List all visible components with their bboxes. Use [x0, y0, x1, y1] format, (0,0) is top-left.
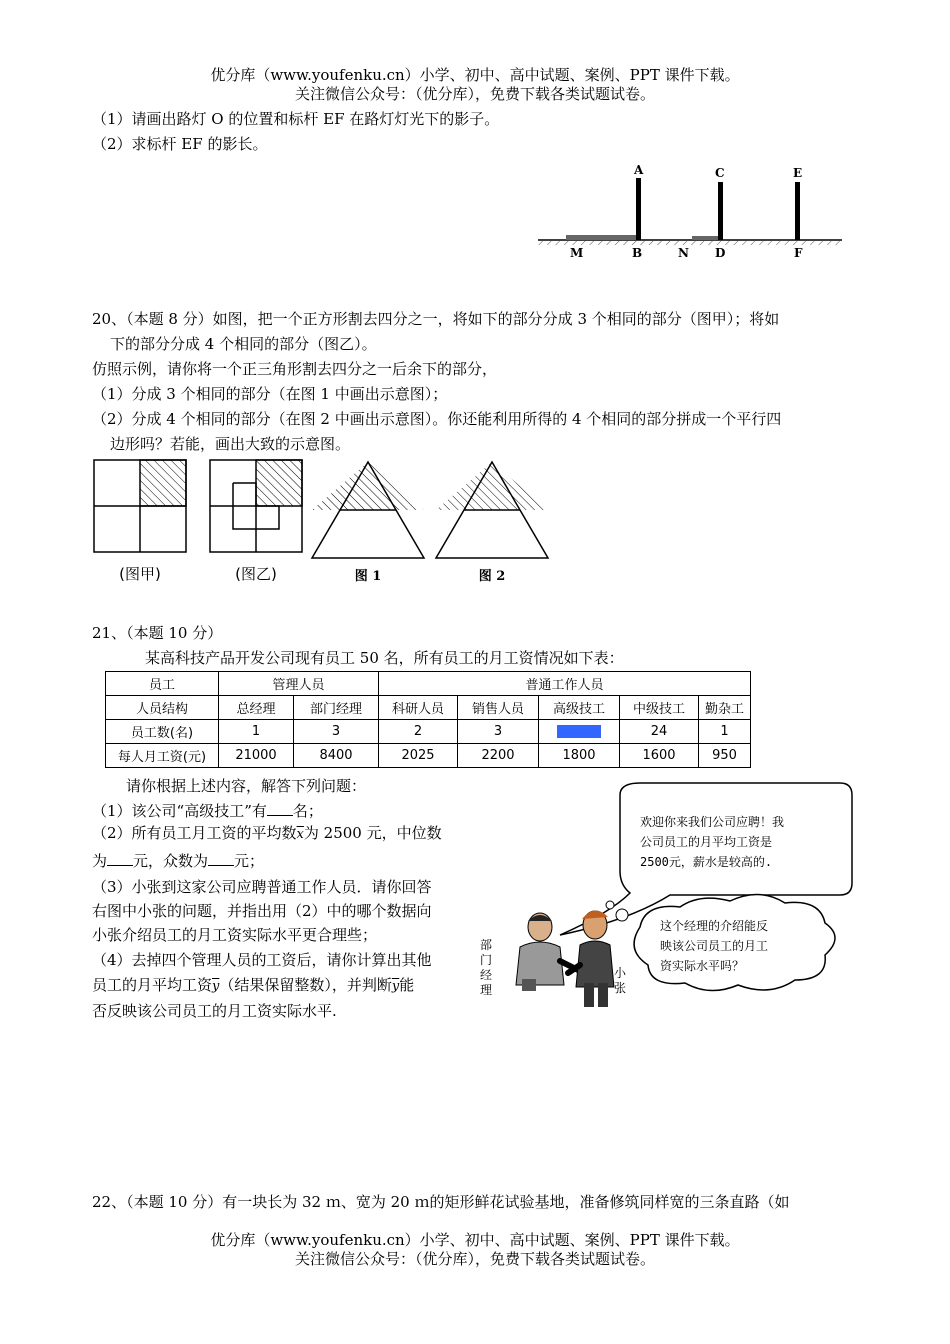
- table-cell: 普通工作人员: [379, 672, 751, 696]
- footer-line-1: 优分库（www.youfenku.cn）小学、初中、高中试题、案例、PPT 课件下载。: [210, 1231, 740, 1249]
- q21-intro: 某高科技产品开发公司现有员工 50 名，所有员工的月工资情况如下表：: [145, 649, 624, 667]
- ground-hatch: [538, 241, 842, 245]
- q21-q3-b: 右图中小张的问题，并指出用（2）中的哪个数据向: [92, 902, 432, 920]
- table-cell: 1: [699, 720, 751, 744]
- manager-figure: [516, 913, 580, 991]
- table-cell: 员工数(名): [106, 720, 219, 744]
- q21-ask: 请你根据上述内容，解答下列问题：: [126, 777, 367, 795]
- label-f: F: [794, 246, 803, 260]
- q20-figures: [90, 456, 560, 562]
- label-m: M: [570, 246, 584, 260]
- table-row: [106, 720, 751, 744]
- mean-x: $\overline{x}$: [296, 827, 304, 842]
- pole-ef: [795, 182, 800, 240]
- q21-q4-c: 否反映该公司员工的月工资实际水平.: [92, 1002, 337, 1020]
- blank: [208, 851, 234, 866]
- header-line-2: 关注微信公众号：（优分库），免费下载各类试题试卷。: [294, 85, 655, 103]
- table-cell: 3: [458, 720, 539, 744]
- xiaozhang-figure: [568, 910, 614, 1007]
- table-cell: 部门经理: [294, 696, 379, 720]
- bubble-xiaozhang-text: 这个经理的介绍能反 映该公司员工的月工 资实际水平吗？: [660, 919, 769, 973]
- q21-q3-c: 小张介绍员工的月工资实际水平更合理些；: [92, 926, 378, 944]
- pole-cd: [718, 182, 723, 240]
- table-cell: 21000: [219, 744, 294, 768]
- q19-part-2: （2）求标杆 EF 的影长。: [92, 135, 268, 153]
- figure-1: [312, 462, 424, 558]
- footer-line-2: 关注微信公众号：（优分库），免费下载各类试题试卷。: [294, 1250, 655, 1268]
- q21-q4-b: 员工的月平均工资$\overline{y}$（结果保留整数），并判断$\overline{y}$能: [92, 976, 415, 994]
- streetlight-figure: [530, 160, 850, 270]
- pole-ab: [636, 178, 641, 240]
- caption-jia: (图甲): [119, 565, 161, 583]
- manager-label: 部 门 经 理: [480, 938, 493, 997]
- bubble-manager-text: 欢迎你来我们公司应聘！我 公司员工的月平均工资是 2500元，薪水是较高的.: [640, 815, 785, 869]
- q21-q3-a: （3）小张到这家公司应聘普通工作人员．请你回答: [92, 878, 432, 896]
- label-a: A: [634, 163, 644, 177]
- table-cell: 销售人员: [458, 696, 539, 720]
- q20-line-6: 边形吗？若能，画出大致的示意图。: [110, 435, 351, 453]
- blank: [107, 851, 133, 866]
- header-line-1: 优分库（www.youfenku.cn）小学、初中、高中试题、案例、PPT 课件下载。: [210, 66, 740, 84]
- table-row: [106, 696, 751, 720]
- q20-line-1: 20、（本题 8 分）如图，把一个正方形割去四分之一，将如下的部分分成 3 个相同的部分（图甲）；将如: [92, 310, 780, 328]
- q20-line-4: （1）分成 3 个相同的部分（在图 1 中画出示意图）；: [92, 385, 448, 403]
- shadow-ab: [566, 235, 638, 240]
- table-row: [106, 672, 751, 696]
- table-cell: 1600: [620, 744, 699, 768]
- shadow-cd: [692, 236, 720, 240]
- label-e: E: [793, 166, 803, 180]
- table-cell: 8400: [294, 744, 379, 768]
- q20-line-5: （2）分成 4 个相同的部分（在图 2 中画出示意图）。你还能利用所得的 4 个相同的部分拼成一个平行四: [92, 410, 782, 428]
- figure-yi: [210, 460, 302, 552]
- table-cell: 管理人员: [219, 672, 379, 696]
- table-cell: 员工: [106, 672, 219, 696]
- table-cell: [539, 720, 620, 744]
- table-cell: 950: [699, 744, 751, 768]
- table-cell: 科研人员: [379, 696, 458, 720]
- table-cell: 中级技工: [620, 696, 699, 720]
- label-d: D: [715, 246, 726, 260]
- caption-1: 图 1: [354, 569, 382, 584]
- table-cell: 1800: [539, 744, 620, 768]
- label-n: N: [678, 246, 689, 260]
- table-cell: 人员结构: [106, 696, 219, 720]
- table-row: [106, 744, 751, 768]
- q20-line-3: 仿照示例，请你将一个正三角形割去四分之一后余下的部分，: [92, 360, 498, 378]
- caption-2: 图 2: [478, 569, 506, 584]
- table-cell: 2025: [379, 744, 458, 768]
- cartoon-illustration: [480, 775, 860, 1015]
- q22-text: 22、（本题 10 分）有一块长为 32 ｍ、宽为 20 ｍ的矩形鲜花试验基地，准备修筑同样宽的三条直路（如: [92, 1193, 790, 1211]
- table-cell: 24: [620, 720, 699, 744]
- blank-highlight: [557, 725, 601, 738]
- q21-title: 21、（本题 10 分）: [92, 624, 223, 642]
- table-cell: 3: [294, 720, 379, 744]
- blank: [267, 801, 293, 816]
- figure-jia: [94, 460, 186, 552]
- table-cell: 每人月工资(元): [106, 744, 219, 768]
- figure-2: [436, 462, 548, 558]
- table-cell: 勤杂工: [699, 696, 751, 720]
- xiaozhang-label: 小 张: [614, 966, 627, 995]
- table-cell: 1: [219, 720, 294, 744]
- q21-q1: （1）该公司“高级技工”有 名；: [92, 802, 323, 820]
- table-cell: 2200: [458, 744, 539, 768]
- q21-q4-a: （4）去掉四个管理人员的工资后，请你计算出其他: [92, 951, 432, 969]
- q20-line-2: 下的部分分成 4 个相同的部分（图乙）。: [110, 335, 377, 353]
- table-cell: 2: [379, 720, 458, 744]
- q19-part-1: （1）请画出路灯 O 的位置和标杆 EF 在路灯灯光下的影子。: [92, 110, 500, 128]
- label-b: B: [632, 246, 643, 260]
- salary-table: [105, 671, 751, 768]
- table-cell: 高级技工: [539, 696, 620, 720]
- caption-yi: (图乙): [235, 565, 277, 583]
- q21-q2-cont: 为 元，众数为 元；: [92, 852, 265, 870]
- table-cell: 总经理: [219, 696, 294, 720]
- q21-q2: （2）所有员工月工资的平均数$\overline{x}$为 2500 元，中位数: [92, 824, 442, 842]
- label-c: C: [715, 166, 725, 180]
